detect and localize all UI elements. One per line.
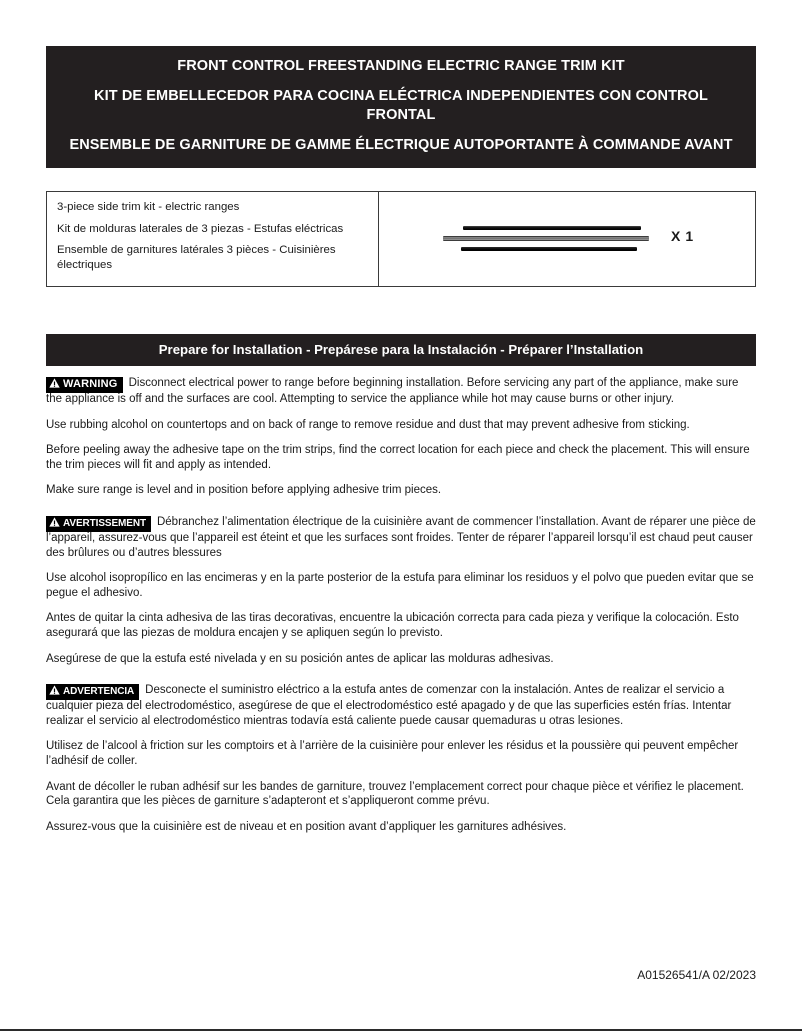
parts-description-cell — [47, 192, 379, 286]
warning-text-spanish: Desconecte el suministro eléctrico a la estufa antes de comenzar con la instalación. Antes de realizar el servicio a cualquier pieza del electrodoméstico, asegúrese de que el electrodoméstico esté apagado y de que las superficies estén frías. Intentar realizar el servicio al electrodoméstico mientras todavía está caliente puede causar quemaduras u otras lesiones. — [46, 684, 732, 727]
instruction-fr-1: Utilisez de l’alcool à friction sur les comptoirs et à l’arrière de la cuisinière pour enlever les résidus et la poussière qui peuvent empêcher l’adhésif de coller. — [46, 740, 739, 767]
warning-badge-label-french: AVERTISSEMENT — [63, 517, 146, 529]
warning-triangle-icon — [49, 517, 60, 530]
instruction-es-2: Antes de quitar la cinta adhesiva de las tiras decorativas, encuentre la ubicación correcta para cada pieza y verifique la colocación. Esto asegurará que las piezas de moldura encajen y se apliquen según lo previsto. — [46, 612, 739, 639]
parts-table — [46, 191, 756, 287]
document-title-banner — [46, 46, 756, 168]
instruction-en-1: Use rubbing alcohol on countertops and on back of range to remove residue and dust that may prevent adhesive from sticking. — [46, 418, 690, 431]
warning-badge-french — [46, 516, 151, 532]
page-content — [46, 46, 756, 845]
trim-strips-illustration — [443, 226, 649, 252]
part-quantity-label: X 1 — [671, 228, 694, 244]
document-footer-code: A01526541/A 02/2023 — [637, 968, 756, 982]
warning-text-english: Disconnect electrical power to range before beginning installation. Before servicing any part of the appliance, make sure the appliance is off and the surfaces are cool. Attempting to service the appliance while hot may cause burns or other injury. — [46, 377, 739, 405]
warning-paragraph-spanish — [46, 683, 756, 728]
instruction-fr-2: Avant de décoller le ruban adhésif sur les bandes de garniture, trouvez l’emplacement correct pour chaque pièce et vérifiez le placement. Cela garantira que les pièces de garniture s’adapteront et s’appliqueront comme prévu. — [46, 780, 744, 808]
warning-badge-label-spanish: ADVERTENCIA — [63, 686, 135, 698]
section-heading-prepare-for-installation: Prepare for Installation - Prepárese para la Instalación - Préparer l’Installation — [46, 334, 756, 366]
instructions-body — [46, 376, 756, 834]
trim-strip-bottom-icon — [461, 247, 637, 251]
instruction-es-3-text: Asegúrese de que la estufa esté nivelada y en su posición antes de aplicar las molduras adhesivas. — [46, 652, 554, 665]
trim-strip-middle-icon — [443, 236, 649, 241]
warning-triangle-icon — [49, 685, 60, 698]
warning-paragraph-english — [46, 376, 756, 407]
warning-triangle-icon — [49, 378, 60, 391]
instruction-en-2: Before peeling away the adhesive tape on the trim strips, find the correct location for each piece and check the placement. This will ensure the trim pieces will fit and apply as intended. — [46, 444, 750, 471]
warning-badge-label-english: WARNING — [63, 378, 118, 390]
title-line-spanish: KIT DE EMBELLECEDOR PARA COCINA ELÉCTRICA INDEPENDIENTES CON CONTROL FRONTAL — [94, 88, 708, 123]
warning-badge-spanish — [46, 684, 139, 700]
instruction-en-3 — [46, 483, 756, 498]
instruction-fr-3: Assurez-vous que la cuisinière est de niveau et en position avant d’appliquer les garnitures adhésives. — [46, 820, 567, 833]
title-line-english: FRONT CONTROL FREESTANDING ELECTRIC RANGE TRIM KIT — [177, 58, 625, 74]
part-description-english: 3-piece side trim kit - electric ranges — [57, 201, 240, 213]
instruction-es-3 — [46, 652, 756, 667]
warning-badge-english — [46, 377, 123, 393]
trim-strip-top-icon — [463, 226, 641, 230]
instruction-es-1: Use alcohol isopropílico en las encimeras y en la parte posterior de la estufa para eliminar los residuos y el polvo que pueden evitar que se pegue el adhesivo. — [46, 572, 754, 599]
title-line-french: ENSEMBLE DE GARNITURE DE GAMME ÉLECTRIQUE AUTOPORTANTE À COMMANDE AVANT — [69, 137, 733, 153]
part-description-spanish: Kit de molduras laterales de 3 piezas - Estufas eléctricas — [57, 222, 344, 235]
instruction-en-3-text: Make sure range is level and in position before applying adhesive trim pieces. — [46, 484, 442, 497]
warning-text-french: Débranchez l’alimentation électrique de la cuisinière avant de commencer l’installation. Avant de réparer une pièce de l’appareil, assurez-vous que l’appareil est éteint et que les surfaces sont froides. Tenter de réparer l’appareil lorsqu’il est chaud peut causer des brûlures ou d’autres blessures — [46, 515, 756, 559]
parts-illustration-cell — [379, 192, 755, 286]
part-description-french: Ensemble de garnitures latérales 3 pièces - Cuisinières électriques — [57, 244, 336, 271]
warning-paragraph-french — [46, 515, 756, 560]
